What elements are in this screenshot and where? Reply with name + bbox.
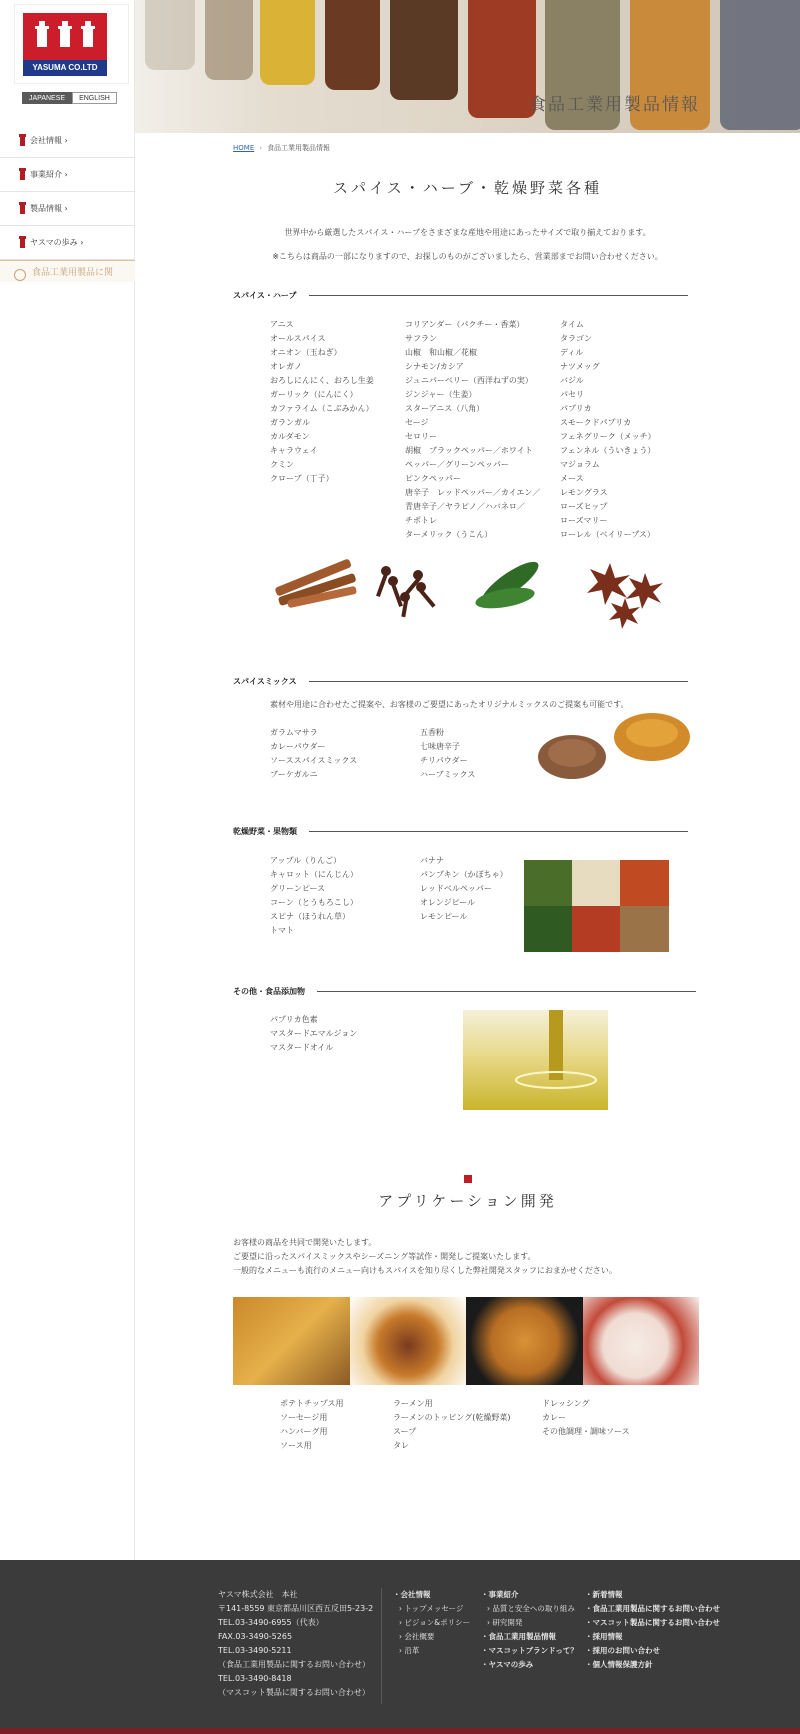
burger-photo <box>350 1297 467 1385</box>
list-item: ローズマリー <box>560 516 608 525</box>
list-item: ローレル（ベイリーブス） <box>560 530 655 539</box>
cinnamon-image <box>274 558 357 608</box>
intro-text: 世界中から厳選したスパイス・ハーブをさまざまな産地や用途にあったサイズで取り揃えております。 <box>284 228 651 237</box>
list-item: セージ <box>405 418 429 427</box>
list-item: ポテトチップス用 <box>280 1399 344 1408</box>
mill-icon <box>20 204 25 214</box>
footer-link-news[interactable]: ・新着情報 <box>585 1590 623 1599</box>
list-item: 七味唐辛子 <box>420 742 460 751</box>
list-item: ソース用 <box>280 1441 312 1450</box>
footer-col-business <box>481 1588 578 1672</box>
list-item: マスタードオイル <box>270 1043 334 1052</box>
list-item: キャロット（にんじん） <box>270 870 358 879</box>
paragraph-line: お客様の商品を共同で開発いたします。 <box>233 1238 377 1247</box>
dried-list-col1 <box>270 854 358 938</box>
application-title: アプリケーション開発 <box>378 1192 557 1210</box>
section-title: その他・食品添加物 <box>233 987 305 996</box>
spice-list-col3 <box>560 318 656 542</box>
footer-link-recruit-inquiry[interactable]: ・採用のお問い合わせ <box>585 1646 660 1655</box>
sidebar-item-business[interactable] <box>0 158 135 192</box>
spice-mix-description: 素材や用途に合わせたご提案や、お客様のご要望にあったオリジナルミックスのご提案も可能です。 <box>270 700 629 709</box>
list-item: キャラウェイ <box>270 446 318 455</box>
chips-photo <box>466 1297 583 1385</box>
list-item: サフラン <box>405 334 437 343</box>
list-item: ナツメッグ <box>560 362 600 371</box>
footer-link-overview[interactable]: › 会社概要 <box>399 1632 435 1641</box>
footer-link-food-products[interactable]: ・食品工業用製品情報 <box>481 1632 556 1641</box>
sidebar-item-products[interactable] <box>0 192 135 226</box>
spice-photo-row <box>265 553 685 633</box>
divider <box>309 831 688 832</box>
star-anise-image <box>587 563 663 629</box>
list-item: カレーパウダー <box>270 742 326 751</box>
paragraph-line: ご要望に沿ったスパイスミックスやシーズニング等試作・開発しご提案いたします。 <box>233 1252 536 1261</box>
list-item: スープ <box>393 1427 417 1436</box>
section-heading <box>233 290 688 301</box>
footer-link-privacy[interactable]: ・個人情報保護方針 <box>585 1660 653 1669</box>
application-col2 <box>393 1397 510 1453</box>
footer-company-line: TEL.03-3490-5211 <box>218 1646 292 1655</box>
list-item: ハーブミックス <box>420 770 476 779</box>
list-item: ハンバーグ用 <box>280 1427 328 1436</box>
list-item: コーン（とうもろこし） <box>270 898 358 907</box>
page-title: スパイス・ハーブ・乾燥野菜各種 <box>332 179 603 197</box>
footer-company-info <box>218 1588 373 1700</box>
footer-company-line: （マスコット製品に関するお問い合わせ） <box>218 1688 370 1697</box>
noodle-photo <box>233 1297 350 1385</box>
list-item: コリアンダー（パクチー・香菜） <box>405 320 525 329</box>
footer-link-recruit[interactable]: ・採用情報 <box>585 1632 623 1641</box>
list-item: トマト <box>270 926 294 935</box>
list-item: 唐辛子 レッドペッパー／カイエン／ <box>405 488 541 497</box>
list-item: マジョラム <box>560 460 600 469</box>
sidebar-item-label: 食品工業用製品に関 <box>32 268 114 278</box>
list-item: レモンピール <box>420 912 468 921</box>
paragraph-line: 一般的なメニューも流行のメニュー向けもスパイスを知り尽くした弊社開発スタッフにおまかせください。 <box>233 1266 617 1275</box>
footer-link-top-message[interactable]: › トップメッセージ <box>399 1604 464 1613</box>
list-item: バジル <box>560 376 584 385</box>
section-heading <box>233 986 696 997</box>
list-item: レッドベルペッパー <box>420 884 492 893</box>
bay-leaf-image <box>474 555 544 612</box>
list-item: オールスパイス <box>270 334 326 343</box>
section-marker <box>464 1175 472 1183</box>
list-item: ガランガル <box>270 418 310 427</box>
breadcrumb-separator: › <box>259 144 263 152</box>
pepper-mill-icon <box>58 21 72 51</box>
dried-vegetables-image <box>524 860 669 952</box>
hero-title: 食品工業用製品情報 <box>529 95 700 115</box>
application-col3 <box>542 1397 630 1439</box>
breadcrumb-current: 食品工業用製品情報 <box>267 144 331 152</box>
footer-link-business[interactable]: ・事業紹介 <box>481 1590 519 1599</box>
application-text <box>233 1236 617 1278</box>
sidebar-item-history[interactable] <box>0 226 135 260</box>
list-item: ローズヒップ <box>560 502 608 511</box>
footer-link-yasuma-history[interactable]: ・ヤスマの歩み <box>481 1660 534 1669</box>
list-item: メース <box>560 474 584 483</box>
footer-divider <box>381 1588 382 1704</box>
footer-bottom-bar <box>0 1728 800 1734</box>
divider <box>317 991 696 992</box>
dumpling-photo <box>583 1297 700 1385</box>
list-item: クローブ（丁子） <box>270 474 334 483</box>
list-item: ペッパー／グリーンペッパー <box>405 460 509 469</box>
list-item: パセリ <box>560 390 584 399</box>
section-heading <box>233 826 688 837</box>
list-item: ドレッシング <box>542 1399 590 1408</box>
section-heading <box>233 676 688 687</box>
list-item: バナナ <box>420 856 444 865</box>
list-item: おろしにんにく、おろし生姜 <box>270 376 374 385</box>
list-item: カレー <box>542 1413 566 1422</box>
footer-col-info <box>585 1588 720 1672</box>
list-item: カファライム（こぶみかん） <box>270 404 374 413</box>
list-item: シナモン/カシア <box>405 362 464 371</box>
spice-list-col2 <box>405 318 540 542</box>
list-item: ターメリック（うこん） <box>405 530 493 539</box>
list-item: タラゴン <box>560 334 592 343</box>
list-item: アニス <box>270 320 294 329</box>
footer-company-line: FAX.03-3490-5265 <box>218 1632 293 1641</box>
intro-note: ※こちらは商品の一部になりますので、お探しのものがございましたら、営業部までお問い合わせください。 <box>272 252 663 261</box>
spice-jar-image <box>260 0 315 85</box>
lang-english-button[interactable]: ENGLISH <box>72 92 117 104</box>
list-item: ディル <box>560 348 584 357</box>
list-item: マスタードエマルジョン <box>270 1029 358 1038</box>
footer-link-company[interactable]: ・会社情報 <box>393 1590 431 1599</box>
application-col1 <box>280 1397 343 1453</box>
pepper-mill-icon <box>81 21 95 51</box>
spice-list-col1 <box>270 318 374 486</box>
footer-link-mascot-brand[interactable]: ・マスコットブランドって？ <box>481 1646 578 1655</box>
footer-company-line: TEL.03-3490-8418 <box>218 1674 292 1683</box>
list-item: フェンネル（ういきょう） <box>560 446 656 455</box>
footer-col-company <box>393 1588 470 1658</box>
list-item: オレンジピール <box>420 898 476 907</box>
list-item: ラーメンのトッピング(乾燥野菜) <box>393 1413 511 1422</box>
sidebar-item-label: 事業紹介 › <box>30 170 68 179</box>
logo-box[interactable] <box>14 4 129 84</box>
list-item: チリパウダー <box>420 756 468 765</box>
list-item: ソーセージ用 <box>280 1413 328 1422</box>
list-item: オニオン（玉ねぎ） <box>270 348 342 357</box>
sidebar-item-label: 会社情報 › <box>30 136 68 145</box>
list-item: ラーメン用 <box>393 1399 433 1408</box>
spice-jar-image <box>390 0 458 100</box>
mill-icon <box>20 136 25 146</box>
list-item: ジュニパーベリー（西洋ねずの実） <box>405 376 533 385</box>
footer-company-line: TEL.03-3490-6955（代表） <box>218 1618 324 1627</box>
footer-link-food-inquiry[interactable]: ・食品工業用製品に関するお問い合わせ <box>585 1604 720 1613</box>
list-item: クミン <box>270 460 294 469</box>
list-item: セロリー <box>405 432 437 441</box>
list-item: ブーケガルニ <box>270 770 318 779</box>
list-item: 五香粉 <box>420 728 444 737</box>
spice-jar-image <box>325 0 380 90</box>
breadcrumb-home-link[interactable]: HOME <box>233 144 255 152</box>
hero-banner <box>135 0 800 133</box>
list-item: 胡椒 ブラックペッパー／ホワイト <box>405 446 533 455</box>
list-item: アップル（りんご） <box>270 856 342 865</box>
sidebar-item-label: 製品情報 › <box>30 204 68 213</box>
list-item: パプリカ <box>560 404 592 413</box>
list-item: 山椒 和山椒／花椒 <box>405 348 477 357</box>
list-item: スピナ（ほうれん草） <box>270 912 350 921</box>
list-item: パプリカ色素 <box>270 1015 318 1024</box>
list-item: ガラムマサラ <box>270 728 318 737</box>
footer-company-line: 〒141-8559 東京都品川区西五反田5-23-2 <box>218 1604 374 1613</box>
divider <box>309 295 688 296</box>
sidebar-nav <box>0 124 135 282</box>
list-item: レモングラス <box>560 488 608 497</box>
footer-link-vision[interactable]: › ビジョン&ポリシー <box>399 1618 471 1627</box>
list-item: ガーリック（にんにく） <box>270 390 358 399</box>
mill-icon <box>20 170 25 180</box>
spice-jar-image <box>205 0 253 80</box>
list-item: その他調理・調味ソース <box>542 1427 630 1436</box>
sidebar <box>0 0 135 1560</box>
section-title: 乾燥野菜・果物類 <box>233 827 297 836</box>
footer-link-mascot-inquiry[interactable]: ・マスコット製品に関するお問い合わせ <box>585 1618 720 1627</box>
list-item: カルダモン <box>270 432 310 441</box>
lang-japanese-button[interactable]: JAPANESE <box>22 92 72 104</box>
spice-powder-image <box>530 705 695 785</box>
list-item: スターアニス（八角） <box>405 404 485 413</box>
footer-link-quality[interactable]: › 品質と安全への取り組み <box>487 1604 575 1613</box>
list-item: ピンクペッパー <box>405 474 461 483</box>
footer-link-research[interactable]: › 研究開発 <box>487 1618 523 1627</box>
list-item: タイム <box>560 320 584 329</box>
footer <box>0 1560 800 1734</box>
breadcrumb <box>233 143 330 153</box>
footer-company-line: ヤスマ株式会社 本社 <box>218 1590 298 1599</box>
yasuma-logo[interactable] <box>23 13 107 76</box>
spice-jar-image <box>468 0 536 118</box>
spice-mix-col1 <box>270 726 357 782</box>
logo-text: YASUMA CO.LTD <box>23 60 107 76</box>
other-list-col1 <box>270 1013 357 1055</box>
spice-jar-image <box>145 0 195 70</box>
clove-image <box>376 566 436 617</box>
spice-mix-col2 <box>420 726 475 782</box>
section-title: スパイス・ハーブ <box>233 291 297 300</box>
mill-icon <box>20 238 25 248</box>
sidebar-item-food-inquiry[interactable] <box>0 260 135 282</box>
list-item: フェネグリーク（メッチ） <box>560 432 656 441</box>
list-item: チポトレ <box>405 516 437 525</box>
footer-company-line: （食品工業用製品に関するお問い合わせ） <box>218 1660 370 1669</box>
footer-link-history[interactable]: › 沿革 <box>399 1646 420 1655</box>
oil-image <box>463 1010 608 1110</box>
language-switch <box>22 92 117 104</box>
spice-jar-image <box>720 0 800 130</box>
list-item: パンプキン（かぼちゃ） <box>420 870 508 879</box>
circle-icon <box>14 269 26 281</box>
list-item: グリーンピース <box>270 884 326 893</box>
list-item: スモークドパプリカ <box>560 418 632 427</box>
sidebar-item-company[interactable] <box>0 124 135 158</box>
list-item: ソーススパイスミックス <box>270 756 358 765</box>
list-item: ジンジャー（生姜） <box>405 390 477 399</box>
application-photos <box>233 1297 699 1385</box>
pepper-mill-icon <box>35 21 49 51</box>
dried-list-col2 <box>420 854 508 924</box>
list-item: タレ <box>393 1441 409 1450</box>
list-item: オレガノ <box>270 362 302 371</box>
divider <box>309 681 688 682</box>
sidebar-item-label: ヤスマの歩み › <box>30 238 84 247</box>
section-title: スパイスミックス <box>233 677 297 686</box>
list-item: 青唐辛子／ヤラピノ／ハバネロ／ <box>405 502 525 511</box>
